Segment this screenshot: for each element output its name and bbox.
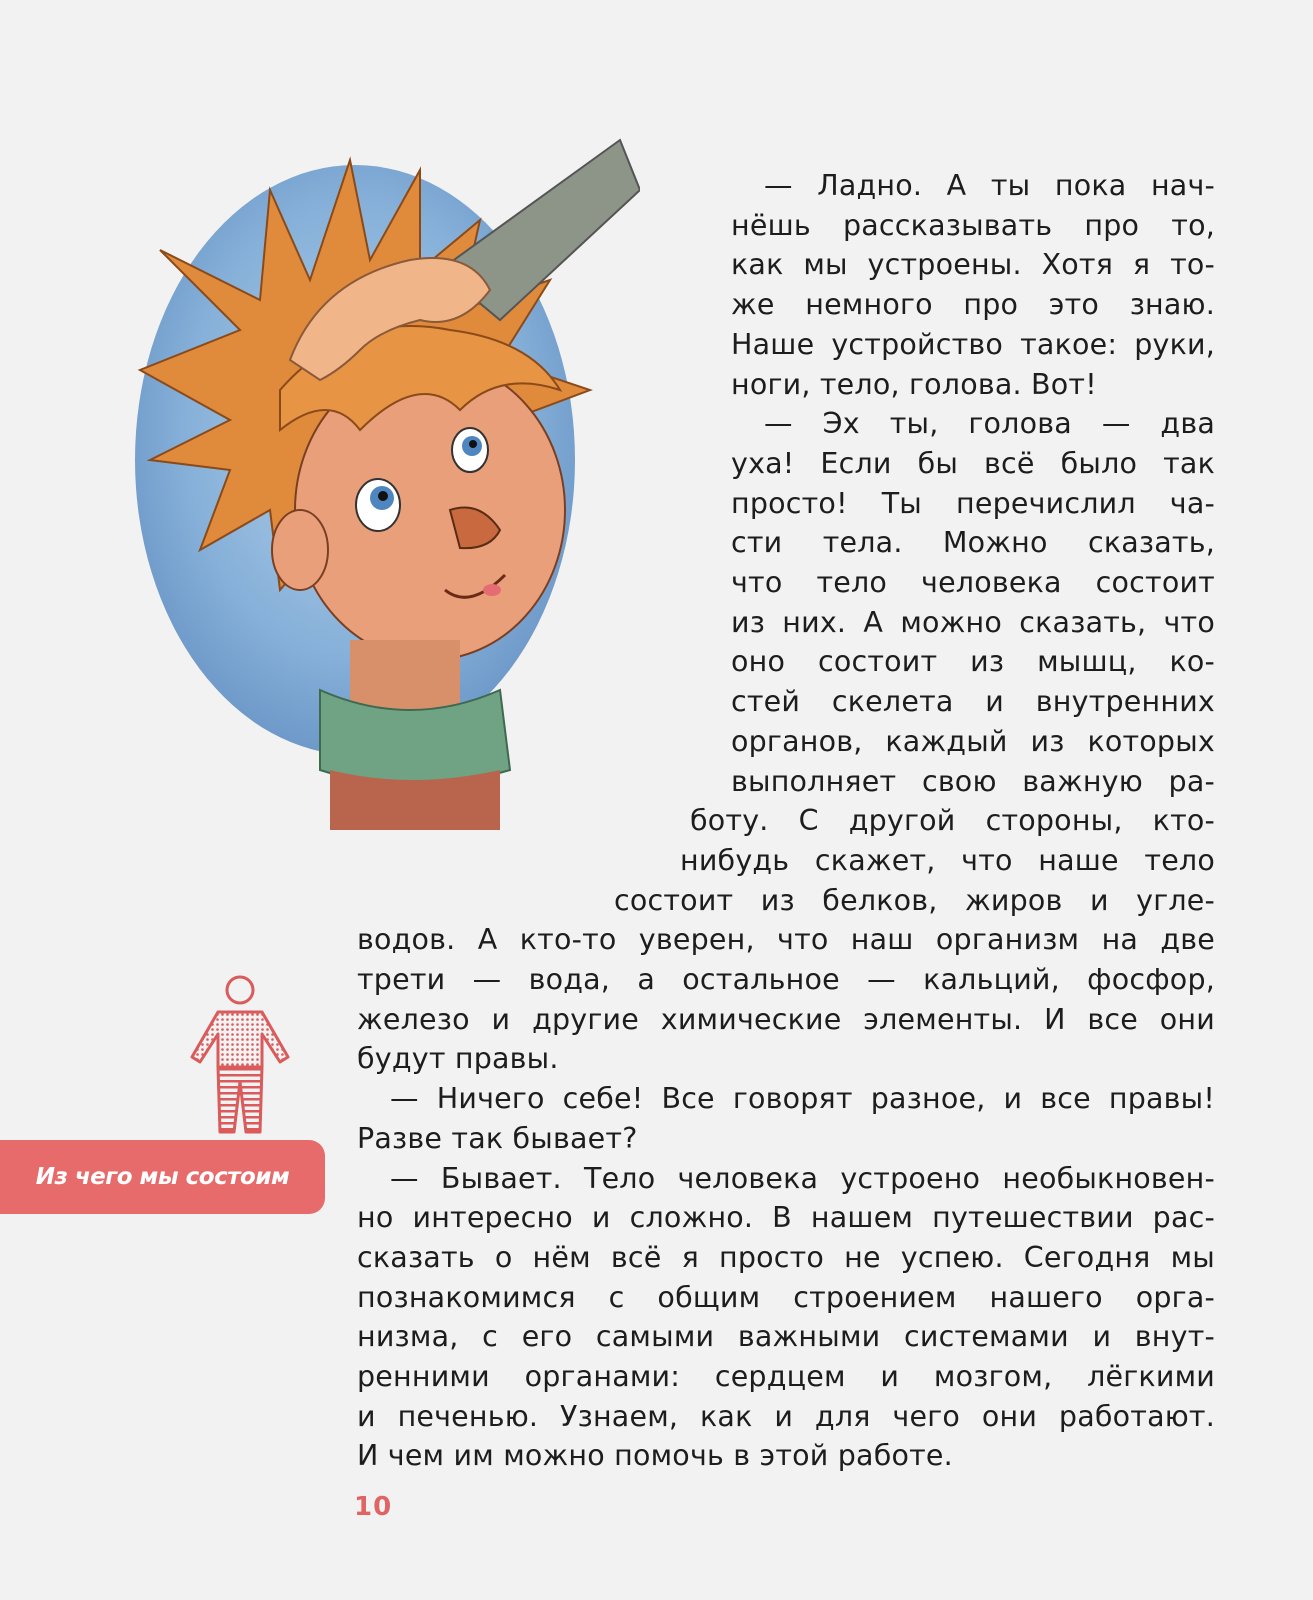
text-line: И чем им можно помочь в этой работе. (357, 1439, 953, 1472)
text-line: водов. А кто-то уверен, что наш организм на две (357, 923, 1215, 956)
human-body-figure-icon (180, 972, 300, 1137)
page-number: 10 (354, 1492, 393, 1522)
text-line: боту. С другой стороны, кто- (690, 804, 1215, 837)
text-line: уха! Если бы всё было так (731, 447, 1215, 480)
text-line: и печенью. Узнаем, как и для чего они работают. (357, 1400, 1215, 1433)
text-line: Наше устройство такое: руки, (731, 328, 1215, 361)
text-line: сти тела. Можно сказать, (731, 526, 1215, 559)
boy-head-illustration (120, 130, 640, 850)
text-line: как мы устроены. Хотя я то- (731, 248, 1215, 281)
text-line: нибудь скажет, что наше тело (680, 844, 1215, 877)
neck-shape (350, 640, 460, 710)
text-line: оно состоит из мышц, ко- (731, 645, 1215, 678)
text-line: трети — вода, а остальное — кальций, фосфор, (357, 963, 1215, 996)
text-line: но интересно и сложно. В нашем путешествии рас- (357, 1201, 1215, 1234)
text-line: — Ладно. А ты пока нач- (764, 169, 1215, 202)
text-line: ноги, тело, голова. Вот! (731, 368, 1097, 401)
text-line: познакомимся с общим строением нашего орга- (357, 1281, 1215, 1314)
text-line: нёшь рассказывать про то, (731, 209, 1215, 242)
text-line: Разве так бывает? (357, 1122, 638, 1155)
section-tab[interactable]: Из чего мы состоим (0, 1140, 325, 1214)
text-line: просто! Ты перечислил ча- (731, 487, 1215, 520)
text-line: железо и другие химические элементы. И все они (357, 1003, 1215, 1036)
text-line: — Бывает. Тело человека устроено необыкновен- (390, 1162, 1215, 1195)
text-line: стей скелета и внутренних (731, 685, 1215, 718)
text-line: — Эх ты, голова — два (764, 407, 1215, 440)
text-line: из них. А можно сказать, что (731, 606, 1215, 639)
text-line: будут правы. (357, 1042, 559, 1075)
text-line: низма, с его самыми важными системами и внут- (357, 1320, 1215, 1353)
text-line: — Ничего себе! Все говорят разное, и все правы! (390, 1082, 1215, 1115)
text-line: же немного про это знаю. (731, 288, 1215, 321)
text-line: сказать о нём всё я просто не успею. Сегодня мы (357, 1241, 1215, 1274)
text-line: состоит из белков, жиров и угле- (614, 884, 1215, 917)
text-line: выполняет свою важную ра- (731, 765, 1215, 798)
text-line: что тело человека состоит (731, 566, 1215, 599)
text-line: органов, каждый из которых (731, 725, 1215, 758)
text-line: ренними органами: сердцем и мозгом, лёгкими (357, 1360, 1215, 1393)
